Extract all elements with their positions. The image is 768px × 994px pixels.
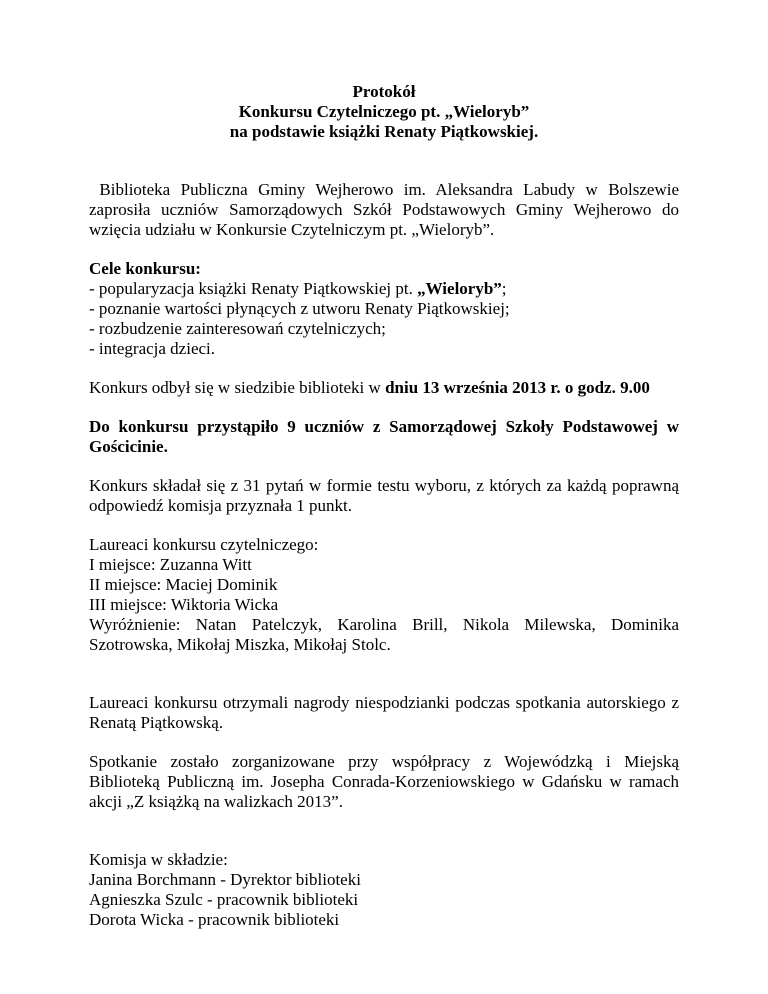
document-title (89, 82, 679, 142)
goal-item-1-text: - popularyzacja książki Renaty Piątkowskiej pt. (89, 279, 418, 298)
commission-heading: Komisja w składzie: (89, 850, 228, 869)
date-prefix: Konkurs odbył się w siedzibie biblioteki w (89, 378, 386, 397)
cooperation-paragraph: Spotkanie zostało zorganizowane przy współpracy z Wojewódzką i Miejską Biblioteką Publiczną im. Josepha Conrada-Korzeniowskiego w Gdańsku w ramach akcji „Z książką na walizkach 2013”. (89, 752, 679, 811)
document-page (89, 82, 684, 930)
title-line-1: Protokół (352, 82, 416, 101)
goal-item-1 (89, 279, 679, 299)
commission-member-3: Dorota Wicka - pracownik biblioteki (89, 910, 340, 929)
winner-second-place: II miejsce: Maciej Dominik (89, 575, 278, 594)
goal-item-3: - rozbudzenie zainteresowań czytelniczych; (89, 319, 386, 338)
date-paragraph (89, 378, 679, 398)
prizes-paragraph: Laureaci konkursu otrzymali nagrody niespodzianki podczas spotkania autorskiego z Renatą Piątkowską. (89, 693, 679, 732)
winners-heading: Laureaci konkursu czytelniczego: (89, 535, 319, 554)
honorable-mentions: Wyróżnienie: Natan Patelczyk, Karolina Brill, Nikola Milewska, Dominika Szotrowska, Mikołaj Miszka, Mikołaj Stolc. (89, 615, 679, 654)
commission-member-2: Agnieszka Szulc - pracownik biblioteki (89, 890, 359, 909)
winner-third-place: III miejsce: Wiktoria Wicka (89, 595, 279, 614)
winner-first-place: I miejsce: Zuzanna Witt (89, 555, 252, 574)
participants-paragraph: Do konkursu przystąpiło 9 uczniów z Samorządowej Szkoły Podstawowej w Gościcinie. (89, 417, 679, 456)
winners-section (89, 535, 679, 655)
title-line-3: na podstawie książki Renaty Piątkowskiej. (229, 122, 539, 141)
date-value: dniu 13 września 2013 r. o godz. 9.00 (385, 378, 650, 397)
goals-section (89, 259, 679, 359)
title-line-2: Konkursu Czytelniczego pt. „Wieloryb” (238, 102, 530, 121)
goal-item-4: - integracja dzieci. (89, 339, 216, 358)
commission-member-1: Janina Borchmann - Dyrektor biblioteki (89, 870, 361, 889)
format-paragraph: Konkurs składał się z 31 pytań w formie testu wyboru, z których za każdą poprawną odpowiedź komisja przyznała 1 punkt. (89, 476, 679, 515)
goal-item-1-book-title: „Wieloryb” (417, 279, 502, 298)
intro-paragraph: Biblioteka Publiczna Gminy Wejherowo im. Aleksandra Labudy w Bolszewie zaprosiła uczniów Samorządowych Szkół Podstawowych Gminy Wejherowo do wzięcia udziału w Konkursie Czytelniczym pt. „Wieloryb”. (89, 180, 684, 239)
goal-item-1-suffix: ; (501, 279, 507, 298)
goal-item-2: - poznanie wartości płynących z utworu Renaty Piątkowskiej; (89, 299, 510, 318)
goals-heading: Cele konkursu: (89, 259, 201, 278)
commission-section (89, 850, 679, 930)
